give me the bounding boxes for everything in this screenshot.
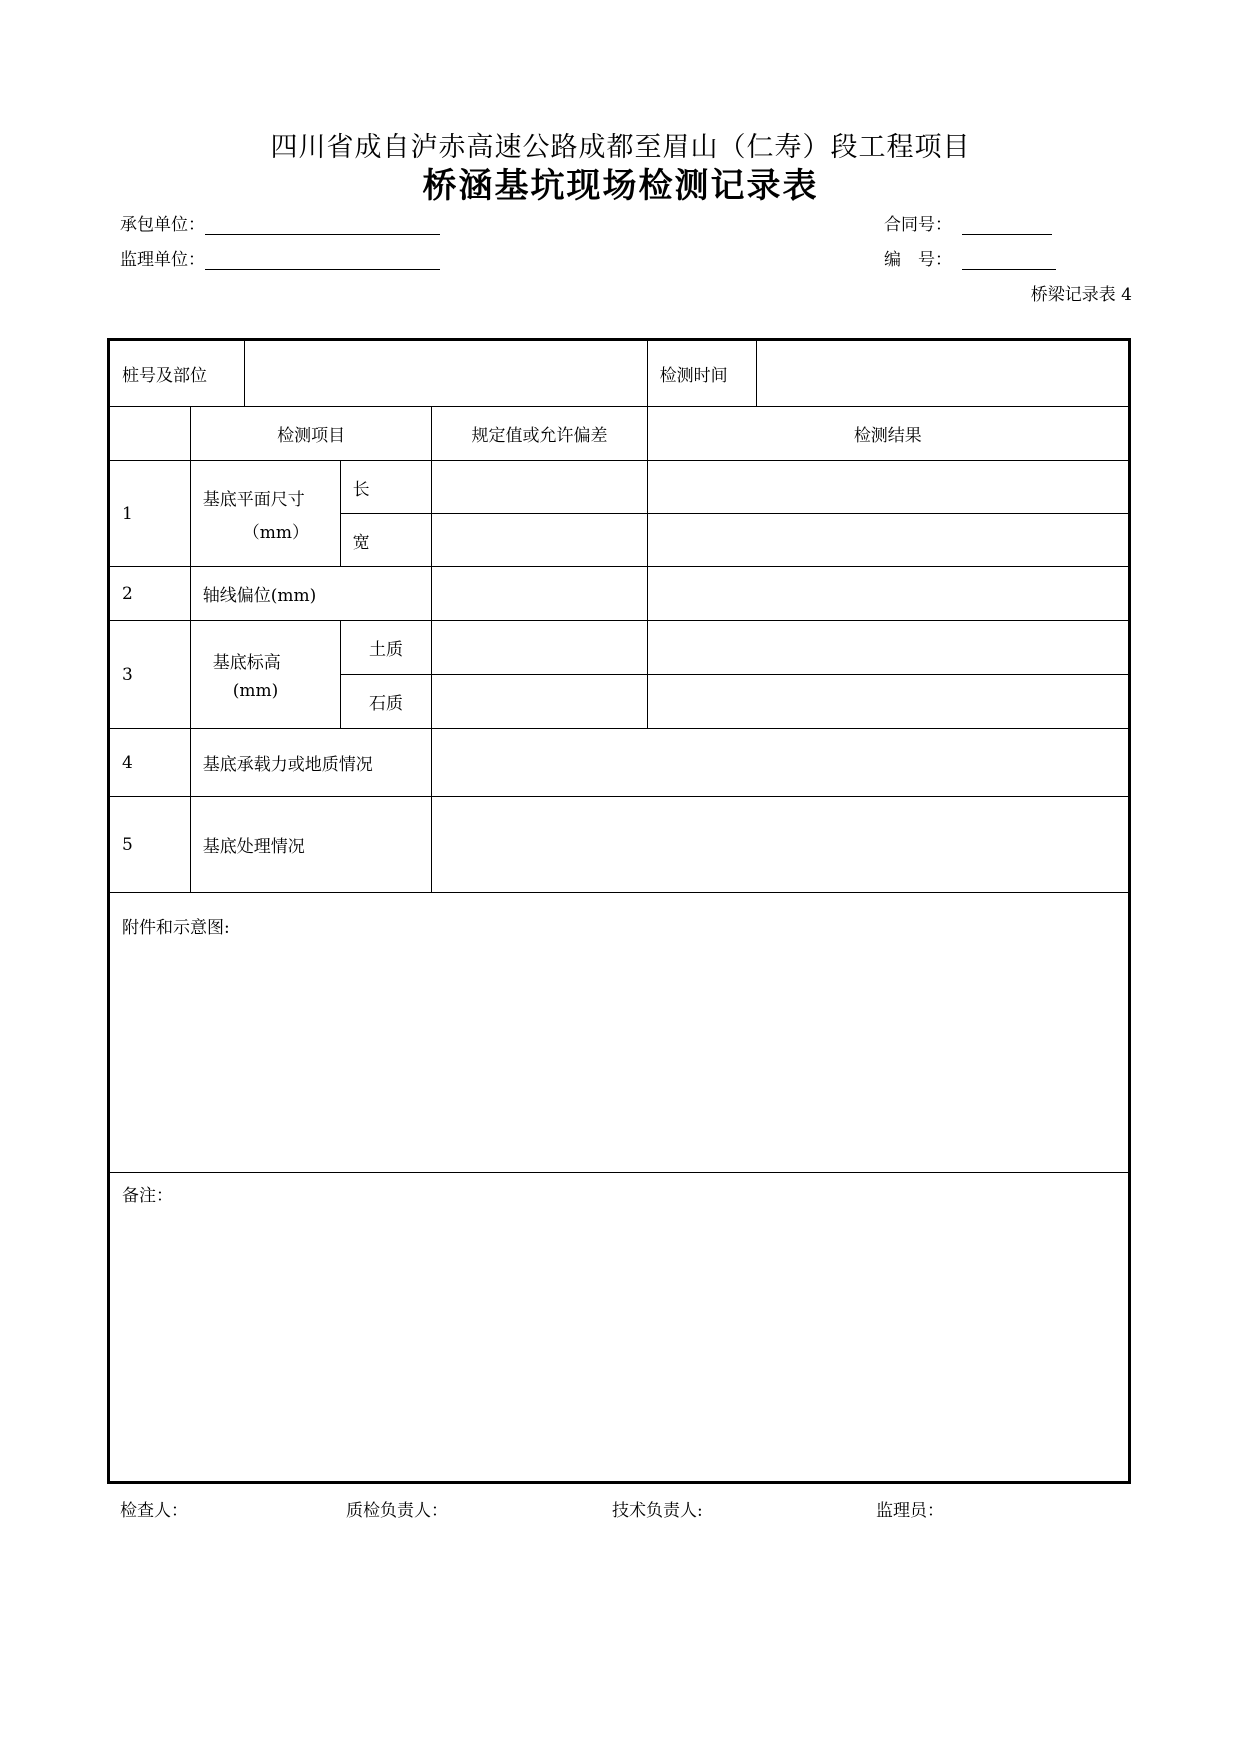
row1-sub1: 长 — [340, 461, 432, 514]
row3-sub1-result[interactable] — [647, 621, 1129, 675]
result-header: 检测结果 — [647, 407, 1129, 461]
row4-value[interactable] — [432, 729, 1130, 797]
row3-sub2: 石质 — [340, 675, 432, 729]
row4-name: 基底承载力或地质情况 — [190, 729, 432, 797]
row3-unit: (mm) — [232, 681, 279, 701]
form-code: 桥梁记录表 4 — [1030, 285, 1132, 305]
tech-lead-signature: 技术负责人: — [612, 1501, 703, 1521]
contractor-row — [120, 210, 440, 235]
row3-sub2-spec[interactable] — [432, 675, 647, 729]
contract-no-label: 合同号： — [884, 215, 952, 235]
row2-name: 轴线偏位(mm) — [190, 567, 432, 621]
row2-no: 2 — [109, 567, 191, 621]
row4-no: 4 — [109, 729, 191, 797]
contractor-label: 承包单位： — [120, 215, 205, 235]
row2-result[interactable] — [647, 567, 1129, 621]
row1-sub2-spec[interactable] — [432, 514, 647, 567]
row3-item — [190, 621, 340, 729]
remarks-label: 备注： — [122, 1186, 173, 1206]
row3-sub1-spec[interactable] — [432, 621, 647, 675]
remarks-cell[interactable] — [109, 1173, 1130, 1483]
row5-name: 基底处理情况 — [190, 797, 432, 893]
row5-no: 5 — [109, 797, 191, 893]
row1-sub2-result[interactable] — [647, 514, 1129, 567]
row5-value[interactable] — [432, 797, 1130, 893]
row1-sub1-spec[interactable] — [432, 461, 647, 514]
row1-name: 基底平面尺寸 — [202, 489, 305, 510]
item-header: 检测项目 — [190, 407, 432, 461]
contract-no-row — [884, 210, 1052, 235]
inspection-table — [107, 338, 1131, 1484]
inspector-signature: 检查人： — [120, 1501, 188, 1521]
pile-value[interactable] — [244, 340, 647, 407]
contract-no-field[interactable] — [962, 216, 1052, 235]
row3-no: 3 — [109, 621, 191, 729]
pile-label: 桩号及部位 — [109, 340, 245, 407]
row1-no: 1 — [109, 461, 191, 567]
no-header — [109, 407, 191, 461]
form-title: 桥涵基坑现场检测记录表 — [422, 166, 819, 206]
time-value[interactable] — [757, 340, 1130, 407]
row3-sub2-result[interactable] — [647, 675, 1129, 729]
row2-spec[interactable] — [432, 567, 647, 621]
row3-name: 基底标高 — [212, 653, 281, 673]
qc-lead-signature: 质检负责人： — [346, 1501, 448, 1521]
project-name: 四川省成自泸赤高速公路成都至眉山（仁寿）段工程项目 — [270, 132, 971, 163]
serial-no-field[interactable] — [962, 251, 1056, 270]
time-label: 检测时间 — [647, 340, 757, 407]
supervisor-field[interactable] — [205, 251, 440, 270]
serial-no-label: 编 号： — [884, 250, 952, 270]
row1-sub1-result[interactable] — [647, 461, 1129, 514]
supervisor-row — [120, 245, 440, 270]
serial-no-row — [884, 245, 1056, 270]
supervisor-signature: 监理员： — [876, 1501, 944, 1521]
row1-item — [190, 461, 340, 567]
row1-sub2: 宽 — [340, 514, 432, 567]
row1-unit: （mm） — [242, 522, 310, 543]
row3-sub1: 土质 — [340, 621, 432, 675]
supervisor-label: 监理单位： — [120, 250, 205, 270]
contractor-field[interactable] — [205, 216, 440, 235]
attachments-label: 附件和示意图: — [122, 918, 230, 938]
attachments-cell[interactable] — [109, 893, 1130, 1173]
spec-header: 规定值或允许偏差 — [432, 407, 647, 461]
